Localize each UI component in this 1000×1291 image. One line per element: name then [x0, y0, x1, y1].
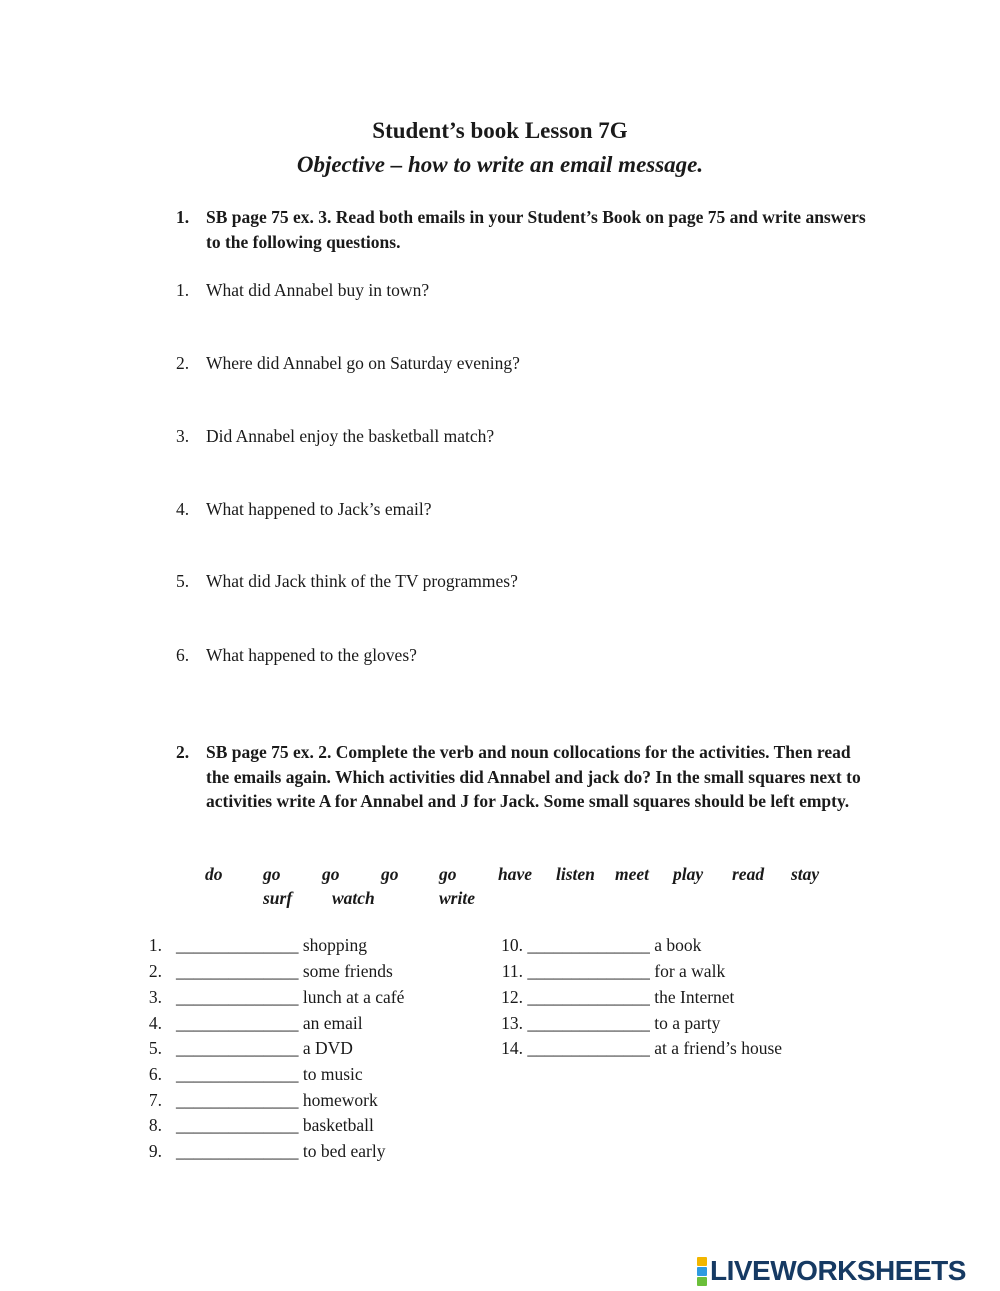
- logo-squares-icon: [697, 1257, 707, 1286]
- answer-blank[interactable]: ______________: [176, 1013, 299, 1033]
- item-text: lunch at a café: [302, 987, 405, 1007]
- answer-blank[interactable]: ______________: [176, 1141, 299, 1161]
- task-1-number: 1.: [176, 207, 190, 227]
- item-number: 3.: [148, 987, 162, 1007]
- word-bank-item: go: [381, 864, 399, 884]
- item-text: basketball: [302, 1115, 374, 1135]
- task-1-text: SB page 75 ex. 3. Read both emails in your Student’s Book on page 75 and write answers to the following questions.: [206, 207, 866, 252]
- item-text: to music: [302, 1064, 363, 1084]
- item-number: 4.: [148, 1013, 162, 1033]
- logo-square: [697, 1277, 707, 1286]
- question-text: Where did Annabel go on Saturday evening?: [206, 353, 520, 373]
- answer-blank[interactable]: ______________: [176, 1090, 299, 1110]
- word-bank-item: watch: [332, 888, 375, 908]
- answer-blank[interactable]: ______________: [527, 1038, 650, 1058]
- word-bank-item: do: [205, 864, 223, 884]
- collocation-item-1: [146, 935, 367, 956]
- word-bank-item: stay: [791, 864, 820, 884]
- item-number: 9.: [148, 1141, 162, 1161]
- item-text: some friends: [302, 961, 393, 981]
- item-text: homework: [302, 1090, 378, 1110]
- logo-square: [697, 1257, 707, 1266]
- question-text: Did Annabel enjoy the basketball match?: [206, 426, 495, 446]
- item-text: a DVD: [302, 1038, 353, 1058]
- logo-text: LIVEWORKSHEETS: [710, 1255, 966, 1286]
- task-2-number: 2.: [176, 742, 190, 762]
- question-text: What did Annabel buy in town?: [206, 280, 430, 300]
- answer-blank[interactable]: ______________: [176, 1064, 299, 1084]
- question-number: 5.: [176, 571, 190, 591]
- collocation-item-3: [146, 987, 404, 1008]
- item-text: shopping: [302, 935, 368, 955]
- question-number: 1.: [176, 280, 190, 300]
- collocation-item-10: [498, 935, 701, 956]
- collocation-item-8: [146, 1115, 374, 1136]
- answer-blank[interactable]: ______________: [527, 987, 650, 1007]
- logo-square: [697, 1267, 707, 1276]
- page-subtitle: Objective – how to write an email message.: [296, 152, 704, 177]
- word-bank-item: read: [732, 864, 765, 884]
- item-text: at a friend’s house: [654, 1038, 783, 1058]
- question-1: [176, 280, 429, 301]
- question-text: What happened to the gloves?: [206, 645, 417, 665]
- question-number: 2.: [176, 353, 190, 373]
- collocation-item-5: [146, 1038, 353, 1059]
- item-number: 14.: [501, 1038, 523, 1058]
- word-bank-item: have: [498, 864, 533, 884]
- collocation-item-13: [498, 1013, 720, 1034]
- collocation-item-14: [498, 1038, 782, 1059]
- answer-blank[interactable]: ______________: [176, 961, 299, 981]
- answer-blank[interactable]: ______________: [176, 987, 299, 1007]
- task-2-text: SB page 75 ex. 2. Complete the verb and noun collocations for the activities. Then read the emails again. Which activities did Annabel and jack do? In the small squares next to activities write A for Annabel and J for Jack. Some small squares should be left empty.: [206, 742, 861, 811]
- item-number: 2.: [148, 961, 162, 981]
- task-1-instruction: [176, 205, 866, 254]
- liveworksheets-logo[interactable]: [697, 1256, 966, 1286]
- item-number: 1.: [148, 935, 162, 955]
- word-bank-item: listen: [556, 864, 595, 884]
- question-5: [176, 571, 518, 592]
- answer-blank[interactable]: ______________: [527, 961, 650, 981]
- word-bank-item: go: [263, 864, 281, 884]
- item-number: 7.: [148, 1090, 162, 1110]
- question-4: [176, 499, 431, 520]
- item-number: 5.: [148, 1038, 162, 1058]
- item-text: to a party: [654, 1013, 721, 1033]
- item-text: to bed early: [302, 1141, 386, 1161]
- item-number: 6.: [148, 1064, 162, 1084]
- item-number: 13.: [501, 1013, 523, 1033]
- question-6: [176, 645, 417, 666]
- question-number: 3.: [176, 426, 190, 446]
- item-text: the Internet: [654, 987, 735, 1007]
- question-3: [176, 426, 494, 447]
- question-number: 6.: [176, 645, 190, 665]
- item-text: for a walk: [654, 961, 726, 981]
- question-text: What happened to Jack’s email?: [206, 499, 432, 519]
- word-bank-item: play: [673, 864, 704, 884]
- word-bank-item: go: [439, 864, 457, 884]
- question-number: 4.: [176, 499, 190, 519]
- answer-blank[interactable]: ______________: [176, 935, 299, 955]
- item-text: an email: [302, 1013, 363, 1033]
- collocation-item-4: [146, 1013, 363, 1034]
- word-bank-item: meet: [615, 864, 650, 884]
- collocation-item-6: [146, 1064, 363, 1085]
- word-bank-item: surf: [263, 888, 293, 908]
- collocation-item-7: [146, 1090, 378, 1111]
- item-number: 12.: [501, 987, 523, 1007]
- answer-blank[interactable]: ______________: [176, 1038, 299, 1058]
- collocation-item-11: [498, 961, 725, 982]
- item-number: 10.: [501, 935, 523, 955]
- collocation-item-9: [146, 1141, 385, 1162]
- question-text: What did Jack think of the TV programmes?: [206, 571, 518, 591]
- answer-blank[interactable]: ______________: [176, 1115, 299, 1135]
- collocation-item-12: [498, 987, 734, 1008]
- answer-blank[interactable]: ______________: [527, 1013, 650, 1033]
- page-title: Student’s book Lesson 7G: [372, 118, 628, 143]
- word-bank-item: write: [439, 888, 475, 908]
- word-bank-item: go: [322, 864, 340, 884]
- answer-blank[interactable]: ______________: [527, 935, 650, 955]
- question-2: [176, 353, 520, 374]
- task-2-instruction: [176, 740, 866, 814]
- item-number: 8.: [148, 1115, 162, 1135]
- collocation-item-2: [146, 961, 393, 982]
- item-number: 11.: [501, 961, 523, 981]
- item-text: a book: [654, 935, 702, 955]
